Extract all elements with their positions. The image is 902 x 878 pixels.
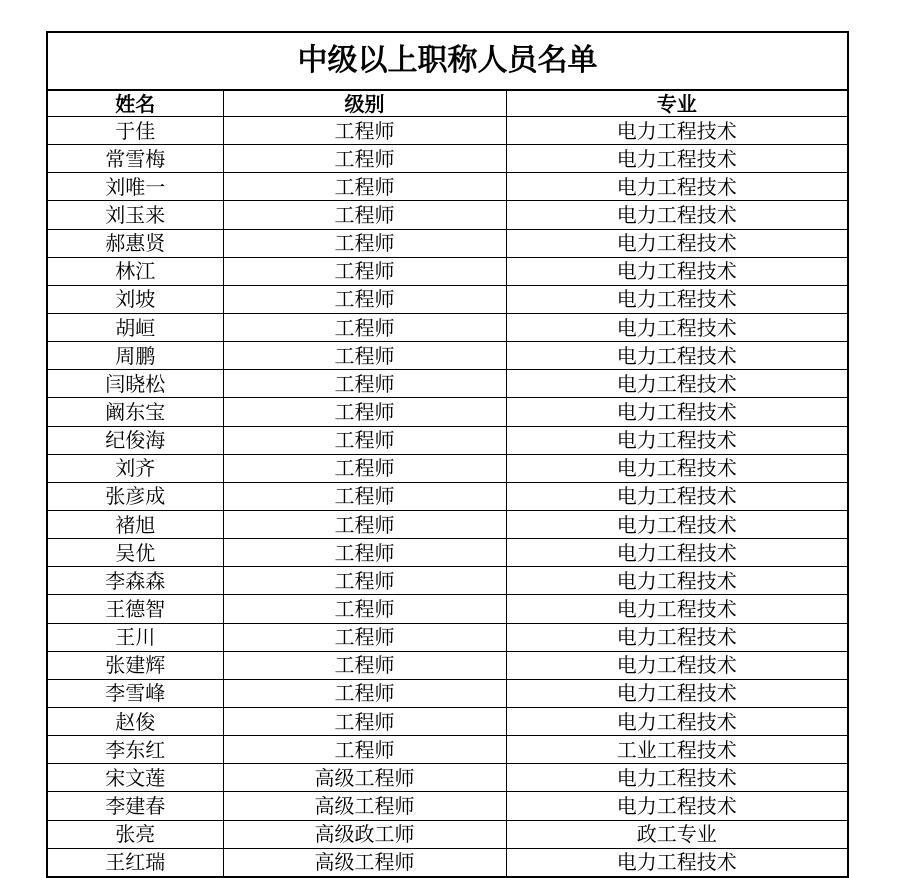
roster-table <box>48 91 847 876</box>
cell-level: 工程师 <box>223 679 506 707</box>
cell-name: 赵俊 <box>48 707 223 735</box>
table-row <box>48 595 847 623</box>
cell-level: 工程师 <box>223 651 506 679</box>
cell-major: 电力工程技术 <box>506 201 847 229</box>
table-row <box>48 567 847 595</box>
cell-major: 电力工程技术 <box>506 651 847 679</box>
cell-name: 林江 <box>48 257 223 285</box>
cell-name: 张彦成 <box>48 482 223 510</box>
cell-name: 宋文莲 <box>48 764 223 792</box>
cell-level: 工程师 <box>223 595 506 623</box>
table-row <box>48 370 847 398</box>
table-row <box>48 539 847 567</box>
table-row <box>48 848 847 876</box>
cell-name: 刘玉来 <box>48 201 223 229</box>
cell-name: 常雪梅 <box>48 145 223 173</box>
cell-major: 电力工程技术 <box>506 679 847 707</box>
table-row <box>48 145 847 173</box>
cell-level: 高级政工师 <box>223 820 506 848</box>
cell-name: 李雪峰 <box>48 679 223 707</box>
cell-name: 王红瑞 <box>48 848 223 876</box>
cell-level: 工程师 <box>223 117 506 145</box>
cell-level: 工程师 <box>223 510 506 538</box>
table-row <box>48 651 847 679</box>
page-title: 中级以上职称人员名单 <box>48 33 847 91</box>
cell-major: 电力工程技术 <box>506 707 847 735</box>
cell-major: 电力工程技术 <box>506 567 847 595</box>
cell-level: 工程师 <box>223 201 506 229</box>
cell-name: 吴优 <box>48 539 223 567</box>
column-header-level: 级别 <box>223 91 506 117</box>
cell-name: 张亮 <box>48 820 223 848</box>
cell-level: 工程师 <box>223 285 506 313</box>
cell-name: 纪俊海 <box>48 426 223 454</box>
cell-level: 工程师 <box>223 257 506 285</box>
table-row <box>48 482 847 510</box>
cell-level: 工程师 <box>223 567 506 595</box>
cell-level: 工程师 <box>223 313 506 341</box>
cell-level: 工程师 <box>223 482 506 510</box>
cell-name: 李建春 <box>48 792 223 820</box>
cell-major: 电力工程技术 <box>506 257 847 285</box>
cell-major: 工业工程技术 <box>506 736 847 764</box>
cell-level: 工程师 <box>223 398 506 426</box>
cell-name: 李森森 <box>48 567 223 595</box>
cell-major: 电力工程技术 <box>506 539 847 567</box>
cell-name: 张建辉 <box>48 651 223 679</box>
cell-level: 工程师 <box>223 454 506 482</box>
table-row <box>48 229 847 257</box>
table-row <box>48 792 847 820</box>
cell-level: 工程师 <box>223 370 506 398</box>
table-body <box>48 117 847 876</box>
table-header-row <box>48 91 847 117</box>
column-header-name: 姓名 <box>48 91 223 117</box>
cell-name: 周鹏 <box>48 342 223 370</box>
cell-major: 电力工程技术 <box>506 595 847 623</box>
table-row <box>48 707 847 735</box>
table-row <box>48 426 847 454</box>
cell-name: 于佳 <box>48 117 223 145</box>
cell-name: 李东红 <box>48 736 223 764</box>
cell-major: 电力工程技术 <box>506 342 847 370</box>
cell-name: 胡峘 <box>48 313 223 341</box>
cell-name: 褚旭 <box>48 510 223 538</box>
table-row <box>48 820 847 848</box>
table-row <box>48 679 847 707</box>
cell-name: 王德智 <box>48 595 223 623</box>
table-row <box>48 736 847 764</box>
cell-name: 王川 <box>48 623 223 651</box>
cell-level: 工程师 <box>223 426 506 454</box>
cell-major: 政工专业 <box>506 820 847 848</box>
table-row <box>48 510 847 538</box>
cell-major: 电力工程技术 <box>506 173 847 201</box>
cell-level: 工程师 <box>223 229 506 257</box>
cell-level: 工程师 <box>223 707 506 735</box>
table-row <box>48 257 847 285</box>
cell-major: 电力工程技术 <box>506 792 847 820</box>
cell-level: 工程师 <box>223 173 506 201</box>
cell-major: 电力工程技术 <box>506 454 847 482</box>
table-row <box>48 764 847 792</box>
cell-name: 刘齐 <box>48 454 223 482</box>
cell-level: 高级工程师 <box>223 848 506 876</box>
cell-major: 电力工程技术 <box>506 313 847 341</box>
cell-major: 电力工程技术 <box>616 850 737 875</box>
cell-level: 工程师 <box>223 145 506 173</box>
cell-major: 电力工程技术 <box>506 145 847 173</box>
table-row <box>48 623 847 651</box>
cell-name: 阚东宝 <box>48 398 223 426</box>
table-row <box>48 201 847 229</box>
table-row <box>48 285 847 313</box>
cell-level: 高级工程师 <box>223 792 506 820</box>
cell-major: 电力工程技术 <box>506 370 847 398</box>
cell-major: 电力工程技术 <box>506 398 847 426</box>
cell-major: 电力工程技术 <box>506 623 847 651</box>
cell-level: 工程师 <box>223 736 506 764</box>
cell-name: 闫晓松 <box>48 370 223 398</box>
table-row <box>48 398 847 426</box>
cell-major: 电力工程技术 <box>506 510 847 538</box>
roster-sheet <box>46 31 849 878</box>
cell-major: 电力工程技术 <box>506 117 847 145</box>
cell-major: 电力工程技术 <box>506 285 847 313</box>
cell-level: 工程师 <box>223 623 506 651</box>
cell-major: 电力工程技术 <box>506 764 847 792</box>
column-header-major: 专业 <box>506 91 847 117</box>
table-row <box>48 454 847 482</box>
cell-name: 刘唯一 <box>48 173 223 201</box>
cell-major: 电力工程技术 <box>506 426 847 454</box>
cell-name: 郝惠贤 <box>48 229 223 257</box>
table-row <box>48 313 847 341</box>
cell-level: 工程师 <box>223 342 506 370</box>
cell-major: 电力工程技术 <box>506 229 847 257</box>
table-row <box>48 173 847 201</box>
cell-level: 工程师 <box>223 539 506 567</box>
cell-major: 电力工程技术 <box>506 482 847 510</box>
cell-name: 刘坡 <box>48 285 223 313</box>
cell-level: 高级工程师 <box>223 764 506 792</box>
table-row <box>48 117 847 145</box>
table-row <box>48 342 847 370</box>
